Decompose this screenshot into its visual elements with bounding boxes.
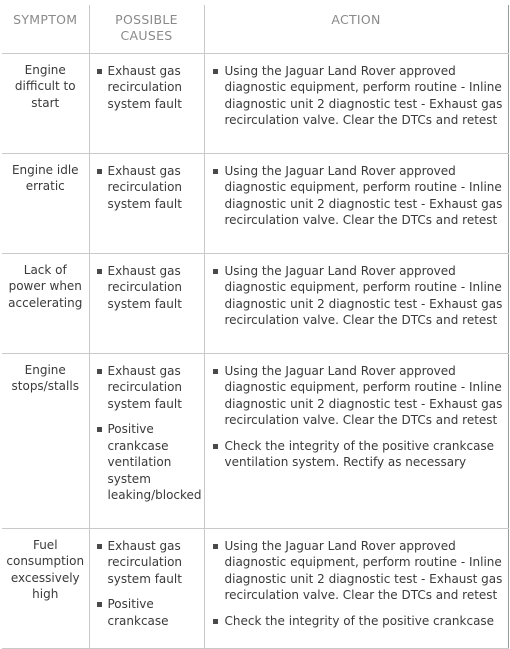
action-text: Check the integrity of the positive crankcase: [224, 613, 495, 628]
action-text: Using the Jaguar Land Rover approved diagnostic equipment, perform routine - Inline diagnostic unit 2 diagnostic test - Exhaust gas recirculation valve. Clear the DTCs and retest: [224, 538, 503, 602]
symptom-cell: Engine idle erratic: [2, 153, 89, 253]
action-text: Using the Jaguar Land Rover approved diagnostic equipment, perform routine - Inline diagnostic unit 2 diagnostic test - Exhaust gas recirculation valve. Clear the DTCs and retest: [224, 363, 503, 427]
square-bullet-icon: [213, 544, 218, 549]
square-bullet-icon: [97, 169, 102, 174]
square-bullet-icon: [97, 544, 102, 549]
table-row: [2, 528, 508, 648]
cause-item: [90, 596, 204, 629]
cause-text: Positive crankcase ventilation system leaking/blocked: [107, 422, 202, 502]
causes-cell: [89, 153, 204, 253]
table-row: [2, 353, 508, 528]
cause-text: Exhaust gas recirculation system fault: [107, 163, 183, 211]
action-text: Using the Jaguar Land Rover approved diagnostic equipment, perform routine - Inline diagnostic unit 2 diagnostic test - Exhaust gas recirculation valve. Clear the DTCs and retest: [224, 63, 503, 127]
action-item: [205, 438, 508, 471]
symptom-cell: Lack of power when accelerating: [2, 253, 89, 353]
cause-text: Exhaust gas recirculation system fault: [107, 63, 183, 111]
action-cell: [204, 528, 508, 648]
square-bullet-icon: [97, 269, 102, 274]
table-row: [2, 253, 508, 353]
square-bullet-icon: [97, 369, 102, 374]
symptom-cell: Fuel consumption excessively high: [2, 528, 89, 648]
cause-text: Exhaust gas recirculation system fault: [107, 263, 183, 311]
square-bullet-icon: [97, 602, 102, 607]
square-bullet-icon: [97, 427, 102, 432]
square-bullet-icon: [213, 369, 218, 374]
square-bullet-icon: [97, 69, 102, 74]
causes-cell: [89, 528, 204, 648]
table-row: [2, 153, 508, 253]
cause-item: [90, 163, 204, 213]
diagnosis-table: [2, 5, 509, 649]
cause-item: [90, 538, 204, 588]
square-bullet-icon: [213, 444, 218, 449]
table-row: [2, 53, 508, 153]
square-bullet-icon: [213, 619, 218, 624]
action-item: [205, 538, 508, 604]
causes-cell: [89, 53, 204, 153]
action-text: Using the Jaguar Land Rover approved diagnostic equipment, perform routine - Inline diagnostic unit 2 diagnostic test - Exhaust gas recirculation valve. Clear the DTCs and retest: [224, 163, 503, 227]
action-item: [205, 263, 508, 329]
action-text: Check the integrity of the positive crankcase ventilation system. Rectify as necessary: [224, 438, 495, 469]
symptom-cell: Engine difficult to start: [2, 53, 89, 153]
header-symptom: SYMPTOM: [2, 5, 89, 53]
action-cell: [204, 253, 508, 353]
cause-item: [90, 63, 204, 113]
action-item: [205, 363, 508, 429]
square-bullet-icon: [213, 269, 218, 274]
action-cell: [204, 153, 508, 253]
header-row: [2, 5, 508, 53]
cause-text: Exhaust gas recirculation system fault: [107, 363, 183, 411]
cause-item: [90, 263, 204, 313]
cause-text: Positive crankcase: [107, 597, 169, 628]
action-text: Using the Jaguar Land Rover approved diagnostic equipment, perform routine - Inline diagnostic unit 2 diagnostic test - Exhaust gas recirculation valve. Clear the DTCs and retest: [224, 263, 503, 327]
symptom-cell: Engine stops/stalls: [2, 353, 89, 528]
causes-cell: [89, 353, 204, 528]
action-item: [205, 63, 508, 129]
causes-cell: [89, 253, 204, 353]
cause-text: Exhaust gas recirculation system fault: [107, 538, 183, 586]
cause-item: [90, 421, 204, 504]
square-bullet-icon: [213, 69, 218, 74]
square-bullet-icon: [213, 169, 218, 174]
cause-item: [90, 363, 204, 413]
action-cell: [204, 53, 508, 153]
action-item: [205, 163, 508, 229]
action-item: [205, 613, 508, 630]
action-cell: [204, 353, 508, 528]
header-possible-causes: POSSIBLE CAUSES: [89, 5, 204, 53]
header-action: ACTION: [204, 5, 508, 53]
